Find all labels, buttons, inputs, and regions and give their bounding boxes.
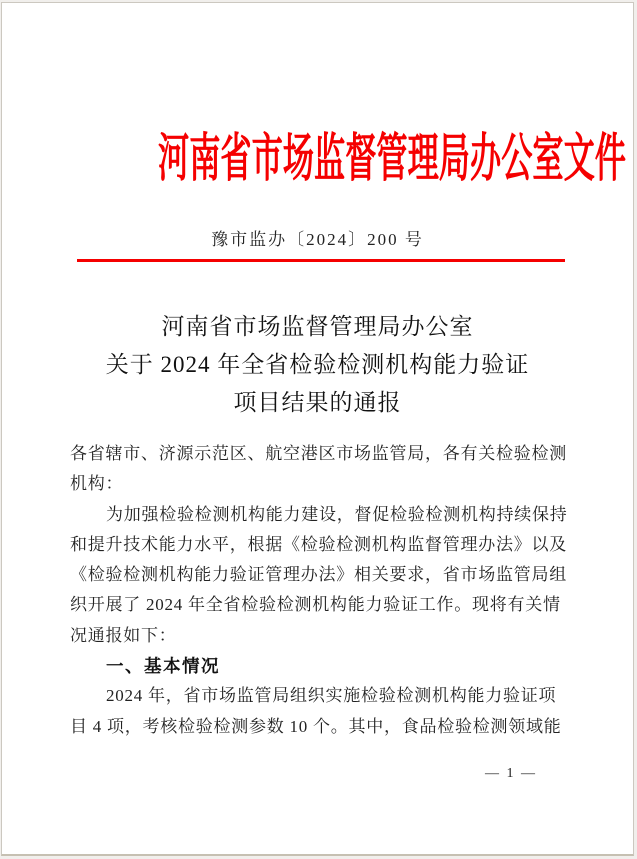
paragraph-line: 况通报如下： xyxy=(70,625,177,645)
page-number: — 1 — xyxy=(485,766,537,781)
paragraph-line: 和提升技术能力水平，根据《检验检测机构监督管理办法》以及 xyxy=(70,534,567,554)
document-page xyxy=(1,2,634,856)
salutation-line: 各省辖市、济源示范区、航空港区市场监管局，各有关检验检测 xyxy=(70,444,567,463)
paragraph-line: 为加强检验检测机构能力建设，督促检验检测机构持续保持 xyxy=(106,504,568,524)
title-line-1: 河南省市场监督管理局办公室 xyxy=(161,314,474,339)
paragraph-line: 织开展了 2024 年全省检验检测机构能力验证工作。现将有关情 xyxy=(70,595,561,615)
salutation-line: 机构： xyxy=(70,474,124,494)
masthead-title: 河南省市场监督管理局办公室文件 xyxy=(158,131,627,188)
document-number: 豫市监办〔2024〕200 号 xyxy=(211,230,424,249)
document-masthead xyxy=(2,129,633,191)
red-divider-line xyxy=(77,259,565,262)
document-title xyxy=(2,308,633,422)
paragraph-line: 目 4 项，考核检验检测参数 10 个。其中，食品检验检测领域能 xyxy=(70,716,562,736)
document-body xyxy=(70,439,568,742)
paragraph-line: 2024 年，省市场监管局组织实施检验检测机构能力验证项 xyxy=(106,686,557,706)
title-line-3: 项目结果的通报 xyxy=(233,390,402,415)
title-line-2: 关于 2024 年全省检验检测机构能力验证 xyxy=(105,352,530,377)
section-heading: 一、基本情况 xyxy=(106,656,220,677)
paragraph-line: 《检验检测机构能力验证管理办法》相关要求，省市场监管局组 xyxy=(70,565,567,585)
